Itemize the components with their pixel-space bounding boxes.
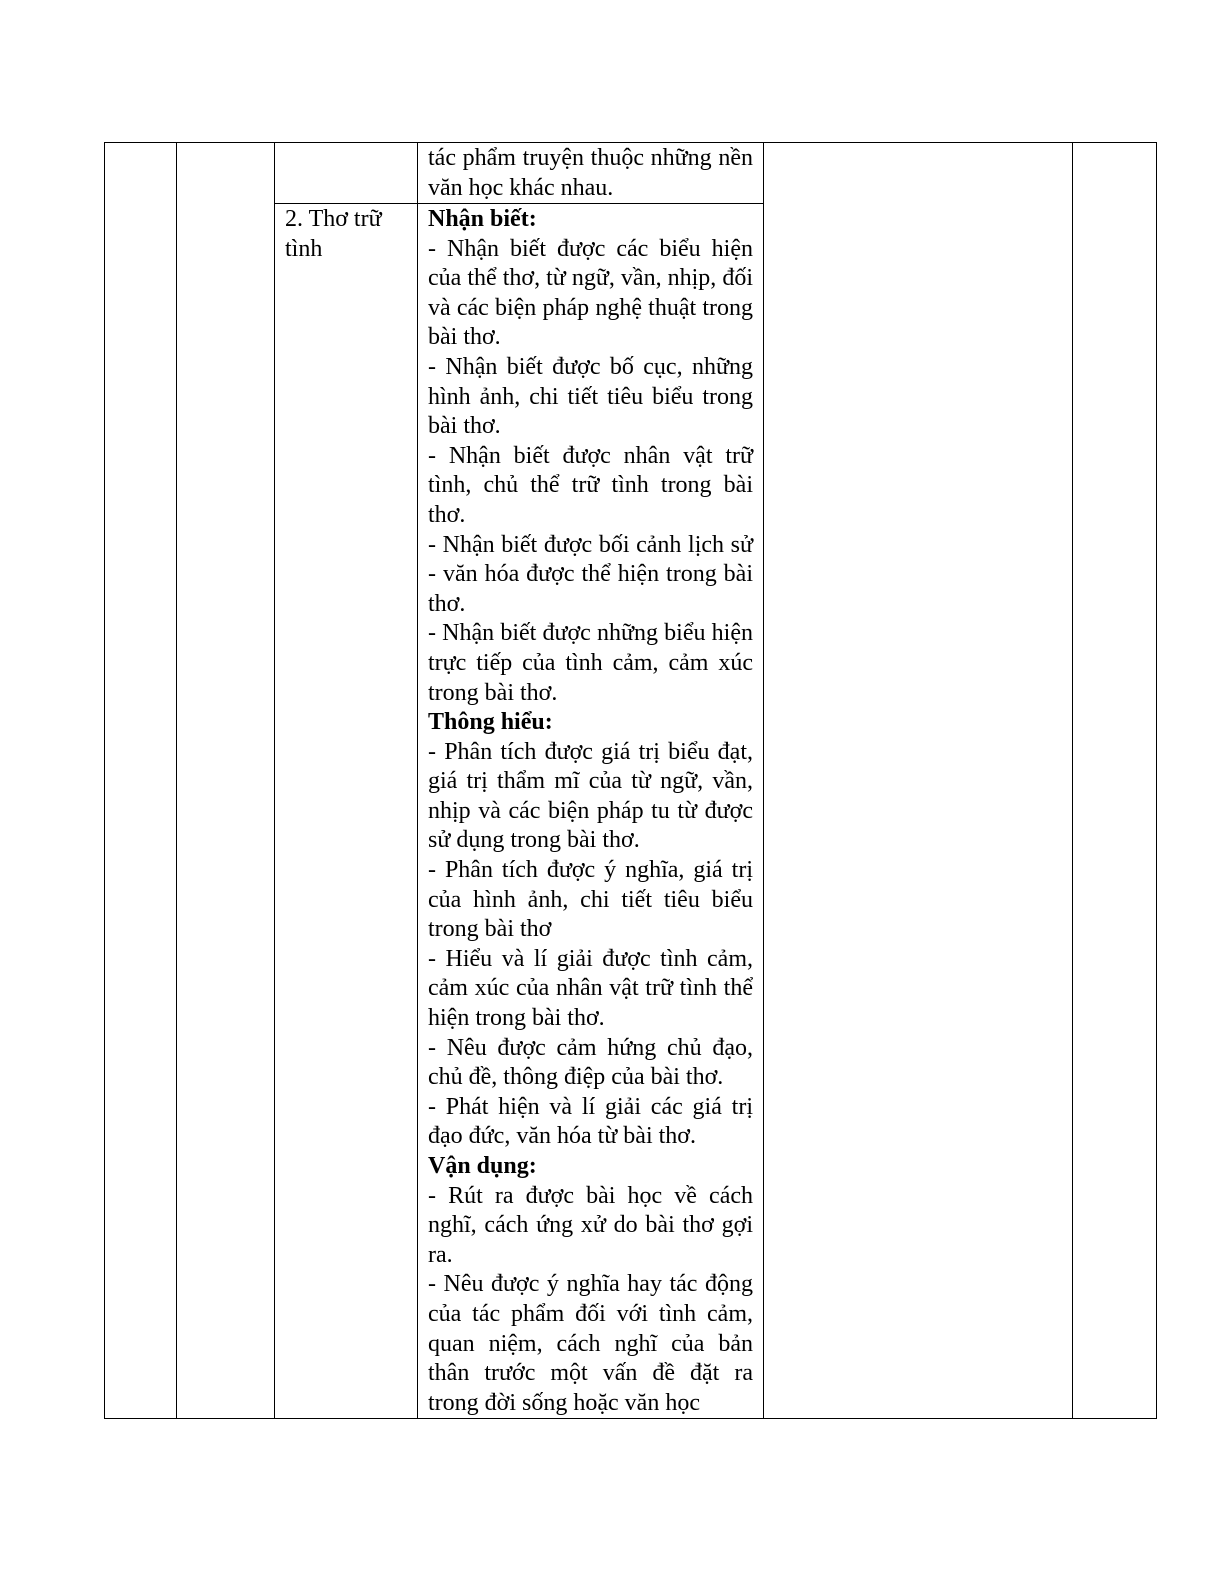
list-item: - Nêu được cảm hứng chủ đạo, chủ đề, thông điệp của bài thơ.: [428, 1034, 753, 1091]
continued-text: tác phẩm truyện thuộc những nền văn học khác nhau.: [428, 145, 753, 201]
column-divider: [176, 143, 177, 1418]
column-divider: [763, 143, 764, 1418]
topic-cell: [285, 205, 407, 264]
list-item: - Nêu được ý nghĩa hay tác động của tác phẩm đối với tình cảm, quan niệm, cách nghĩ của bản thân trước một vấn đề đặt ra trong đời sống hoặc văn học: [428, 1271, 753, 1416]
list-item: - Nhận biết được nhân vật trữ tình, chủ thể trữ tình trong bài thơ.: [428, 442, 753, 528]
column-divider: [274, 143, 275, 1418]
list-item: - Rút ra được bài học về cách nghĩ, cách ứng xử do bài thơ gợi ra.: [428, 1182, 753, 1268]
list-item: - Nhận biết được các biểu hiện của thể thơ, từ ngữ, vần, nhịp, đối và các biện pháp nghệ thuật trong bài thơ.: [428, 235, 753, 351]
list-item: - Nhận biết được bối cảnh lịch sử - văn hóa được thể hiện trong bài thơ.: [428, 531, 753, 617]
section-heading-thong-hieu: Thông hiểu:: [428, 709, 553, 736]
list-item: - Phân tích được ý nghĩa, giá trị của hình ảnh, chi tiết tiêu biểu trong bài thơ: [428, 857, 753, 943]
column-divider: [1072, 143, 1073, 1418]
continued-row-text: [428, 144, 753, 203]
section-heading-nhan-biet: Nhận biết:: [428, 206, 537, 232]
list-item: - Hiểu và lí giải được tình cảm, cảm xúc của nhân vật trữ tình thể hiện trong bài thơ.: [428, 945, 753, 1032]
list-item: - Phân tích được giá trị biểu đạt, giá trị thẩm mĩ của từ ngữ, vần, nhịp và các biện pháp tu từ được sử dụng trong bài thơ.: [428, 738, 753, 854]
list-item: - Nhận biết được bố cục, những hình ảnh, chi tiết tiêu biểu trong bài thơ.: [428, 353, 753, 440]
list-item: - Nhận biết được những biểu hiện trực tiếp của tình cảm, cảm xúc trong bài thơ.: [428, 620, 753, 706]
column-divider: [417, 143, 418, 1418]
requirements-cell: [428, 205, 753, 1418]
list-item: - Phát hiện và lí giải các giá trị đạo đức, văn hóa từ bài thơ.: [428, 1093, 753, 1150]
content-table: [104, 142, 1157, 1419]
section-heading-van-dung: Vận dụng:: [428, 1153, 537, 1179]
topic-line-2: tình: [285, 235, 323, 262]
topic-line-1: 2. Thơ trữ: [285, 206, 382, 232]
